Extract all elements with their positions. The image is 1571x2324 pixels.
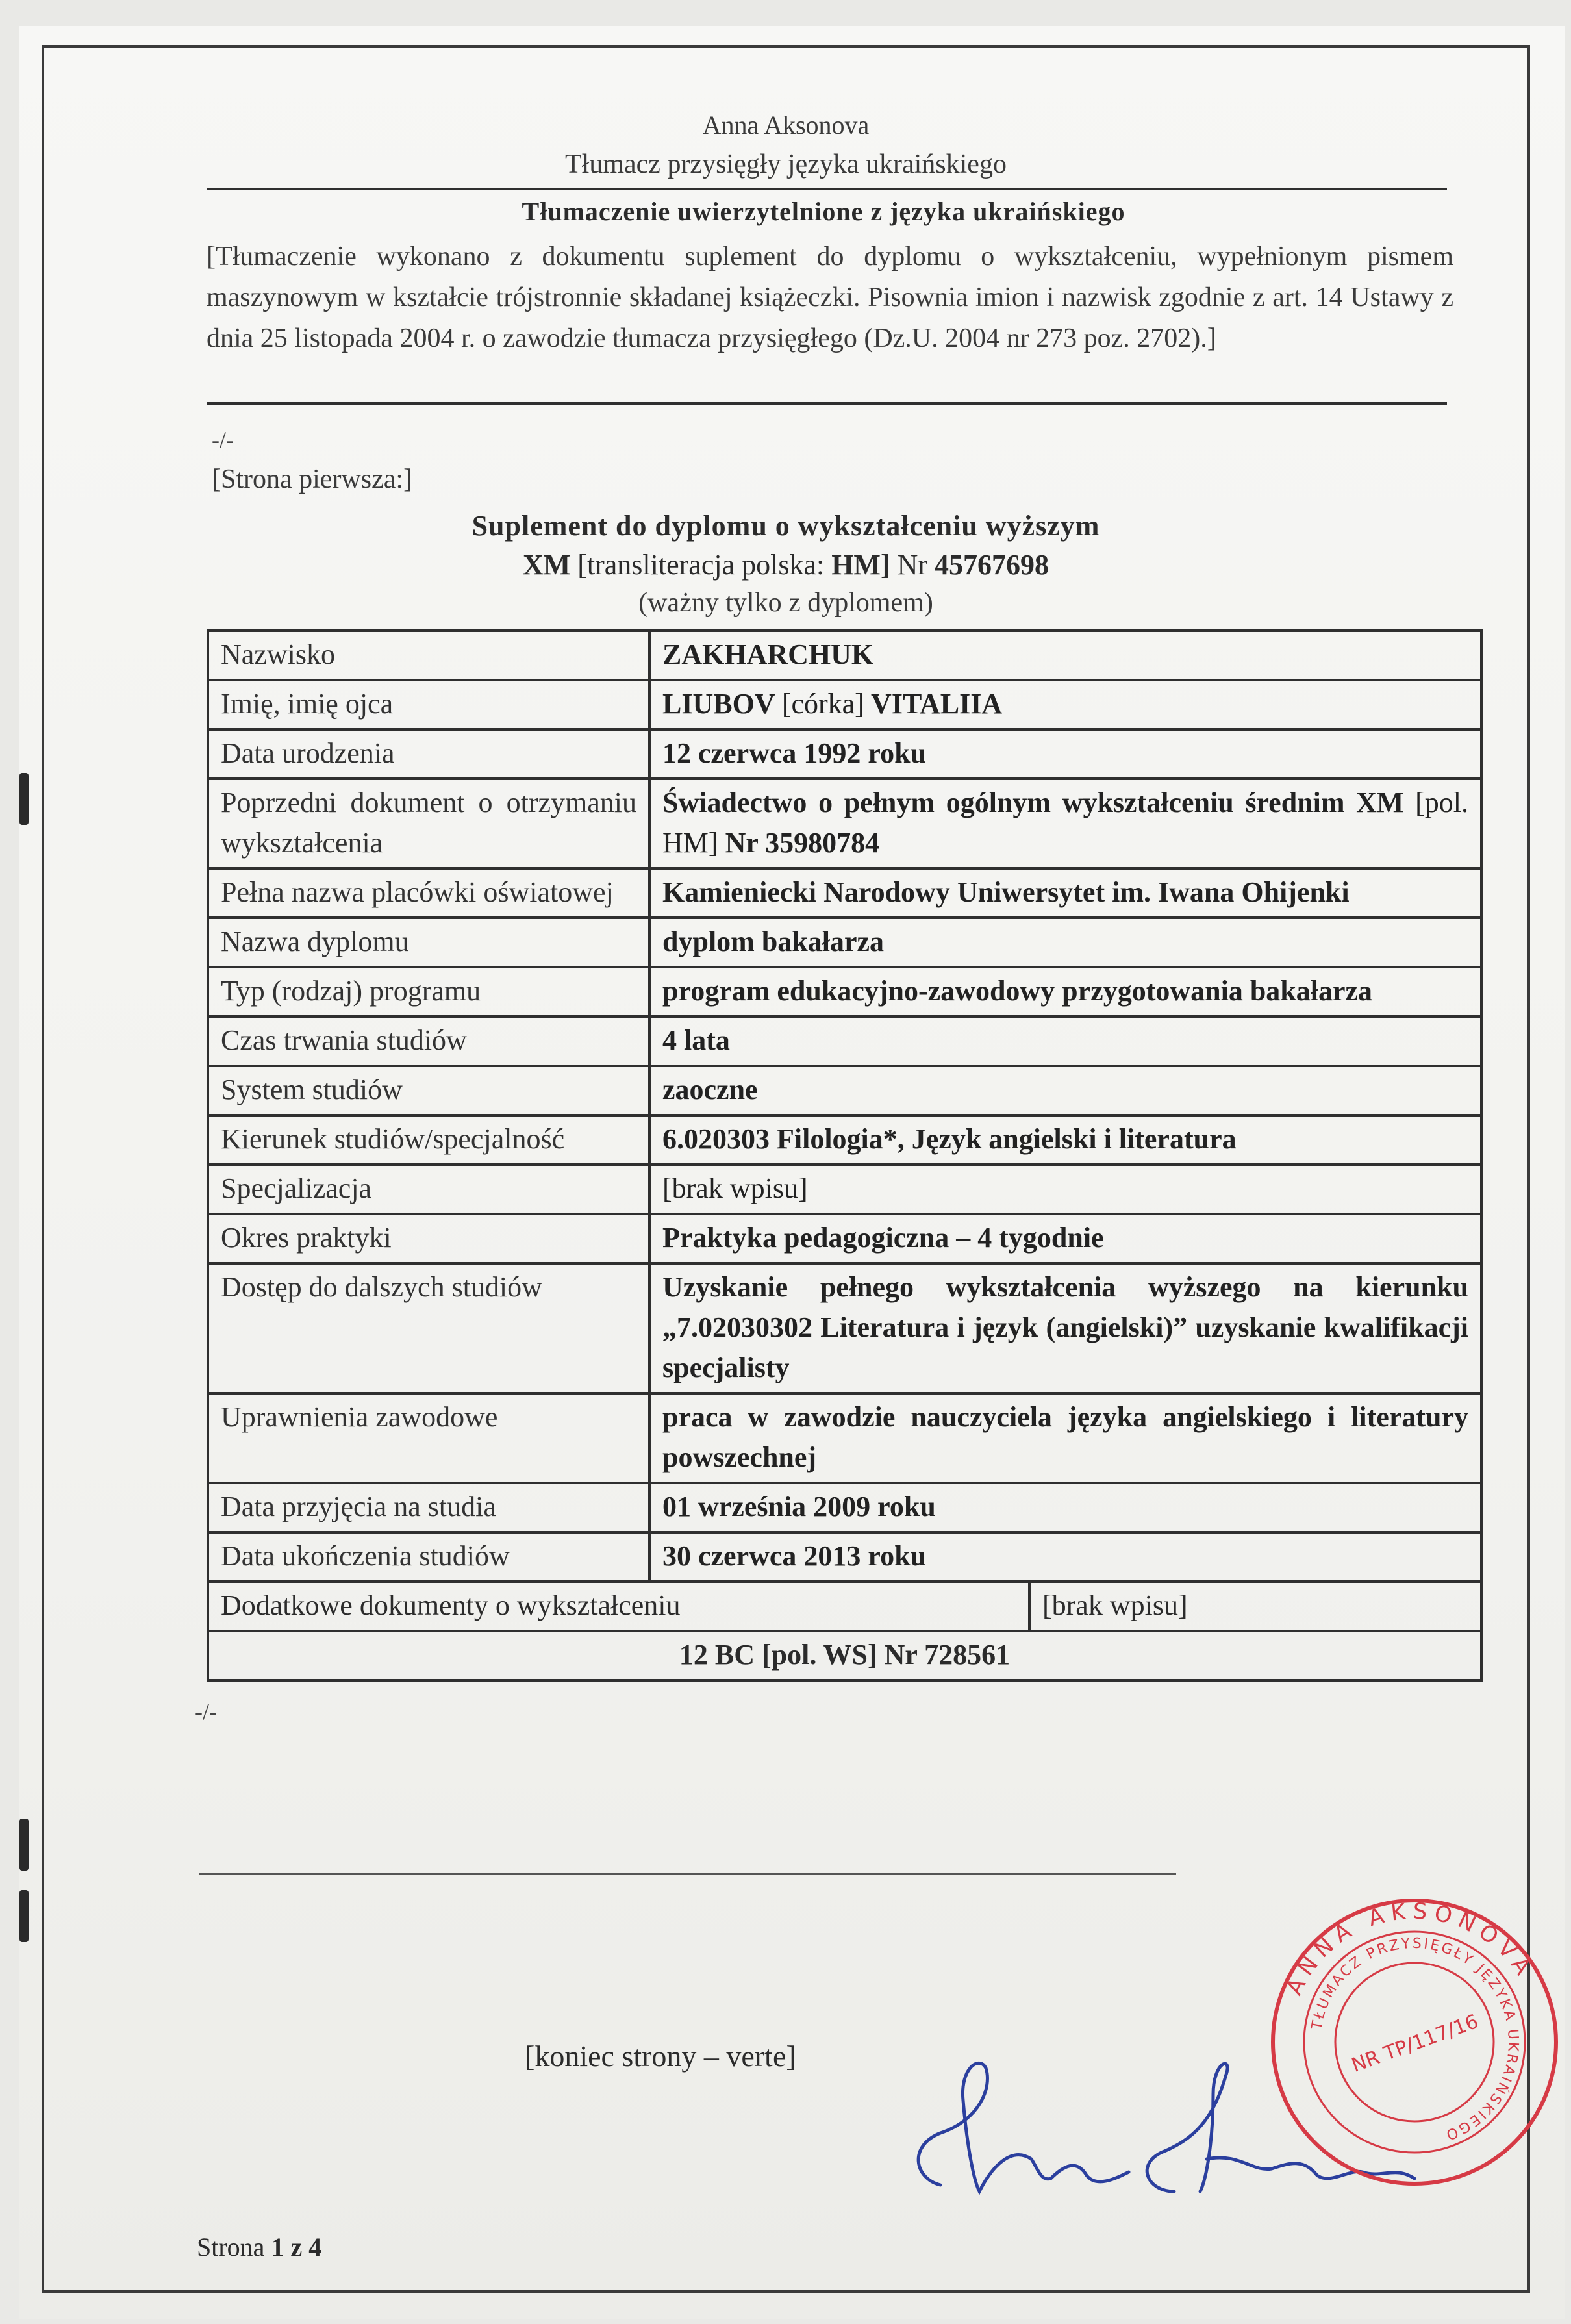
page-separator: z — [290, 2232, 303, 2262]
translator-insert: [pol. HM] — [662, 787, 1468, 859]
table-row — [208, 1582, 1481, 1631]
table-row — [208, 1214, 1481, 1263]
document-number — [44, 548, 1527, 581]
translator-stamp — [1265, 1893, 1564, 2191]
page-label: [Strona pierwsza:] — [212, 464, 413, 494]
separator-top: -/- — [212, 427, 234, 453]
page-number — [197, 2232, 321, 2262]
table-row — [208, 1017, 1481, 1066]
row-value: zaoczne — [649, 1066, 1481, 1115]
row-value: dyplom bakałarza — [649, 918, 1481, 967]
row-value: Uzyskanie pełnego wykształcenia wyższego na kierunku „7.02030302 Literatura i język (angielski)” uzyskanie kwalifikacji specjalisty — [649, 1263, 1481, 1393]
row-value: Praktyka pedagogiczna – 4 tygodnie — [649, 1214, 1481, 1263]
extra-documents-cell — [208, 1582, 1481, 1631]
page-current: 1 — [271, 2232, 284, 2262]
table-row — [208, 1631, 1481, 1680]
table-row — [208, 729, 1481, 779]
document-sheet — [19, 26, 1565, 2319]
table-row — [208, 1393, 1481, 1483]
binding-mark — [19, 773, 29, 825]
extra-documents-row — [209, 1583, 1480, 1630]
table-row — [208, 1165, 1481, 1214]
supplement-table — [207, 629, 1483, 1682]
number-translit-series: HM] — [831, 549, 890, 581]
separator-bottom: -/- — [195, 1699, 217, 1724]
translation-note: [Tłumaczenie wykonano z dokumentu suplement do dyplomu o wykształceniu, wypełnionym pismem maszynowym w kształcie trójstronnie składanej książeczki. Pisownia imion i nazwisk zgodnie z art. 14 Ustawy z dnia 25 listopada 2004 r. o zawodzie tłumacza przysięgłego (Dz.U. 2004 nr 273 poz. 2702).] — [207, 242, 1453, 353]
row-label: Nazwa dyplomu — [208, 918, 649, 967]
row-value: praca w zawodzie nauczyciela języka angielskiego i literatury powszechnej — [649, 1393, 1481, 1483]
previous-document-number: Nr 35980784 — [725, 827, 880, 859]
row-label: Pełna nazwa placówki oświatowej — [208, 868, 649, 918]
row-value — [649, 779, 1481, 868]
patronymic: VITALIIA — [871, 688, 1003, 720]
row-value: 6.020303 Filologia*, Język angielski i literatura — [649, 1115, 1481, 1165]
table-row — [208, 779, 1481, 868]
row-label: Nazwisko — [208, 631, 649, 680]
row-value: 4 lata — [649, 1017, 1481, 1066]
table-row — [208, 1532, 1481, 1582]
signature-stroke-first — [918, 2063, 1129, 2191]
certification-title: Tłumaczenie uwierzytelnione z języka ukraińskiego — [522, 197, 1125, 226]
number-translit: [transliteracja polska: — [577, 549, 825, 581]
number-prefix: Nr — [897, 549, 928, 581]
row-value: 12 czerwca 1992 roku — [649, 729, 1481, 779]
row-label: Uprawnienia zawodowe — [208, 1393, 649, 1483]
row-label: Dostęp do dalszych studiów — [208, 1263, 649, 1393]
table-row — [208, 1263, 1481, 1393]
row-label: Specjalizacja — [208, 1165, 649, 1214]
row-value: 30 czerwca 2013 roku — [649, 1532, 1481, 1582]
binding-mark — [19, 1890, 29, 1942]
row-label: Typ (rodzaj) programu — [208, 967, 649, 1017]
row-label: Czas trwania studiów — [208, 1017, 649, 1066]
table-row — [208, 918, 1481, 967]
number-value: 45767698 — [935, 549, 1049, 581]
note-rule — [207, 402, 1447, 405]
first-name: LIUBOV — [662, 688, 775, 720]
stamp-inner-text: TŁUMACZ PRZYSIĘGŁY JĘZYKA UKRAIŃSKIEGO — [1309, 1935, 1522, 2143]
row-value: ZAKHARCHUK — [649, 631, 1481, 680]
row-label: Imię, imię ojca — [208, 680, 649, 729]
translator-name: Anna Aksonova — [702, 110, 870, 140]
row-label: System studiów — [208, 1066, 649, 1115]
extra-documents-value: [brak wpisu] — [1042, 1589, 1188, 1621]
translator-title: Tłumacz przysięgły języka ukraińskiego — [565, 149, 1007, 179]
row-label: Data ukończenia studiów — [208, 1532, 649, 1582]
table-row — [208, 1066, 1481, 1115]
translator-insert: [córka] — [781, 688, 864, 720]
number-series: XM — [522, 549, 571, 581]
row-label: Kierunek studiów/specjalność — [208, 1115, 649, 1165]
page-frame — [42, 45, 1540, 2293]
table-row — [208, 1115, 1481, 1165]
table-footer: 12 BC [pol. WS] Nr 728561 — [208, 1631, 1481, 1680]
row-label: Poprzedni dokument o otrzymaniu wykształcenia — [208, 779, 649, 868]
table-row — [208, 1483, 1481, 1532]
table-row — [208, 631, 1481, 680]
validity-note: (ważny tylko z dyplomem) — [638, 588, 933, 618]
header-rule — [207, 188, 1447, 190]
end-note: [koniec strony – verte] — [525, 2040, 796, 2073]
row-value: 01 września 2009 roku — [649, 1483, 1481, 1532]
extra-documents-label: Dodatkowe dokumenty o wykształceniu — [209, 1583, 1031, 1630]
document-title: Suplement do dyplomu o wykształceniu wyższym — [471, 510, 1100, 542]
table-row — [208, 967, 1481, 1017]
stamp-center-text: NR TP/117/16 — [1348, 2010, 1482, 2077]
signature-line — [199, 1873, 1176, 1875]
row-label: Data przyjęcia na studia — [208, 1483, 649, 1532]
table-row — [208, 680, 1481, 729]
table-row — [208, 868, 1481, 918]
row-value: [brak wpisu] — [649, 1165, 1481, 1214]
previous-document: Świadectwo o pełnym ogólnym wykształceniu średnim XM — [662, 787, 1404, 818]
page-total: 4 — [308, 2232, 322, 2262]
row-label: Okres praktyki — [208, 1214, 649, 1263]
row-value: program edukacyjno-zawodowy przygotowania bakałarza — [649, 967, 1481, 1017]
row-label: Data urodzenia — [208, 729, 649, 779]
page-prefix: Strona — [197, 2232, 265, 2262]
binding-mark — [19, 1819, 29, 1871]
row-value: Kamieniecki Narodowy Uniwersytet im. Iwana Ohijenki — [649, 868, 1481, 918]
stamp-outer-text: ANNA AKSONOVA — [1281, 1898, 1540, 1999]
row-value — [649, 680, 1481, 729]
